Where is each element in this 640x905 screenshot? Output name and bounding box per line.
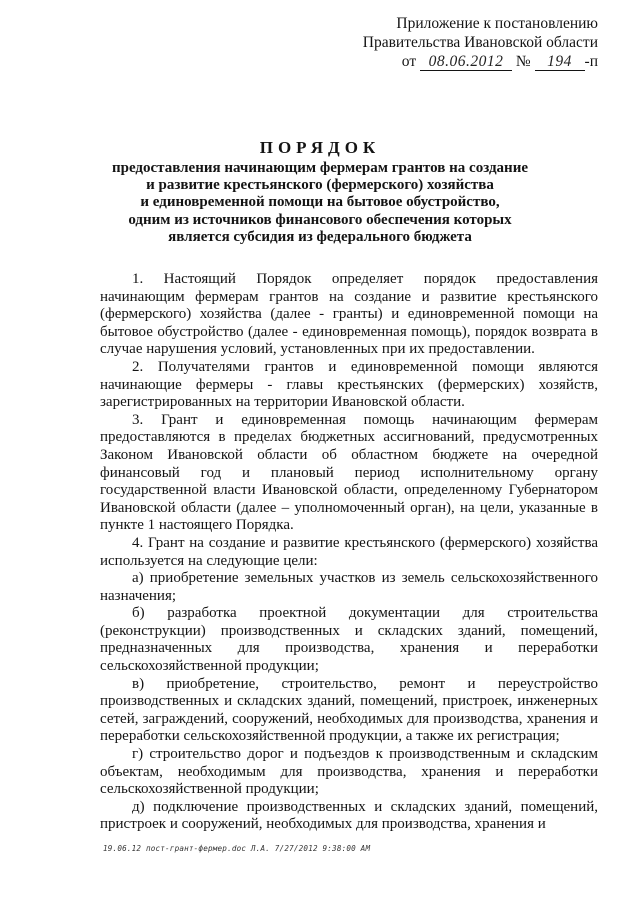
- item-b: б) разработка проектной документации для строительства (реконструкции) производственных и складских зданий, помещений, предназначенных для производства, хранения и переработки сельскохозяйственной продукции;: [100, 605, 598, 675]
- document-title: [60, 138, 580, 246]
- from-label: от: [401, 53, 417, 70]
- title-subtitle-line: и развитие крестьянского (фермерского) хозяйства: [146, 177, 494, 194]
- item-a: а) приобретение земельных участков из земель сельскохозяйственного назначения;: [100, 570, 598, 604]
- document-body: [100, 271, 598, 834]
- number-label: №: [515, 53, 531, 70]
- handwritten-date: 08.06.2012: [420, 54, 512, 71]
- title-subtitle-line: и единовременной помощи на бытовое обустройство,: [140, 194, 500, 211]
- file-footer: 19.06.12 пост-грант-фермер.doc Л.А. 7/27/2012 9:38:00 AM: [103, 844, 371, 853]
- title-subtitle-line: одним из источников финансового обеспечения которых: [128, 211, 512, 228]
- approval-header: [363, 14, 598, 71]
- paragraph-2: 2. Получателями грантов и единовременной помощи являются начинающие фермеры - главы крестьянских (фермерских) хозяйств, зарегистрированных на территории Ивановской области.: [100, 358, 598, 411]
- item-d: д) подключение производственных и складских зданий, помещений, пристроек и сооружений, необходимых для производства, хранения и: [100, 798, 598, 833]
- number-suffix: -п: [584, 53, 598, 70]
- header-line-3: [363, 52, 598, 71]
- title-main: ПОРЯДОК: [259, 138, 381, 157]
- paragraph-3: 3. Грант и единовременная помощь начинающим фермерам предоставляются в пределах бюджетных ассигнований, предусмотренных Законом Ивановской области об областном бюджете на очередной финансовый год и плановый период исполнительному органу государственной власти Ивановской области, определенному Губернатором Ивановской области (далее – уполномоченный орган), на цели, указанные в пункте 1 настоящего Порядка.: [100, 411, 598, 534]
- item-v: в) приобретение, строительство, ремонт и переустройство производственных и складских зданий, помещений, пристроек, инженерных сетей, заграждений, сооружений, необходимых для производства, хранения и переработки сельскохозяйственной продукции, а также их регистрация;: [100, 675, 598, 745]
- paragraph-1: 1. Настоящий Порядок определяет порядок предоставления начинающим фермерам грантов на создание и развитие крестьянского (фермерского) хозяйства (далее - гранты) и единовременной помощи на бытовое обустройство (далее - единовременная помощь), порядок возврата в случае нарушения условий, установленных при их предоставлении.: [100, 271, 598, 358]
- title-subtitle-line: предоставления начинающим фермерам грантов на создание: [111, 160, 528, 176]
- paragraph-4: 4. Грант на создание и развитие крестьянского (фермерского) хозяйства используется на следующие цели:: [100, 534, 598, 569]
- header-line-2: Правительства Ивановской области: [362, 34, 598, 51]
- handwritten-number: 194: [535, 54, 585, 71]
- title-subtitle-line: является субсидия из федерального бюджета: [168, 228, 472, 245]
- header-line-1: Приложение к постановлению: [396, 15, 598, 32]
- item-g: г) строительство дорог и подъездов к производственным и складским объектам, необходимым для производства, хранения и переработки сельскохозяйственной продукции;: [100, 746, 598, 798]
